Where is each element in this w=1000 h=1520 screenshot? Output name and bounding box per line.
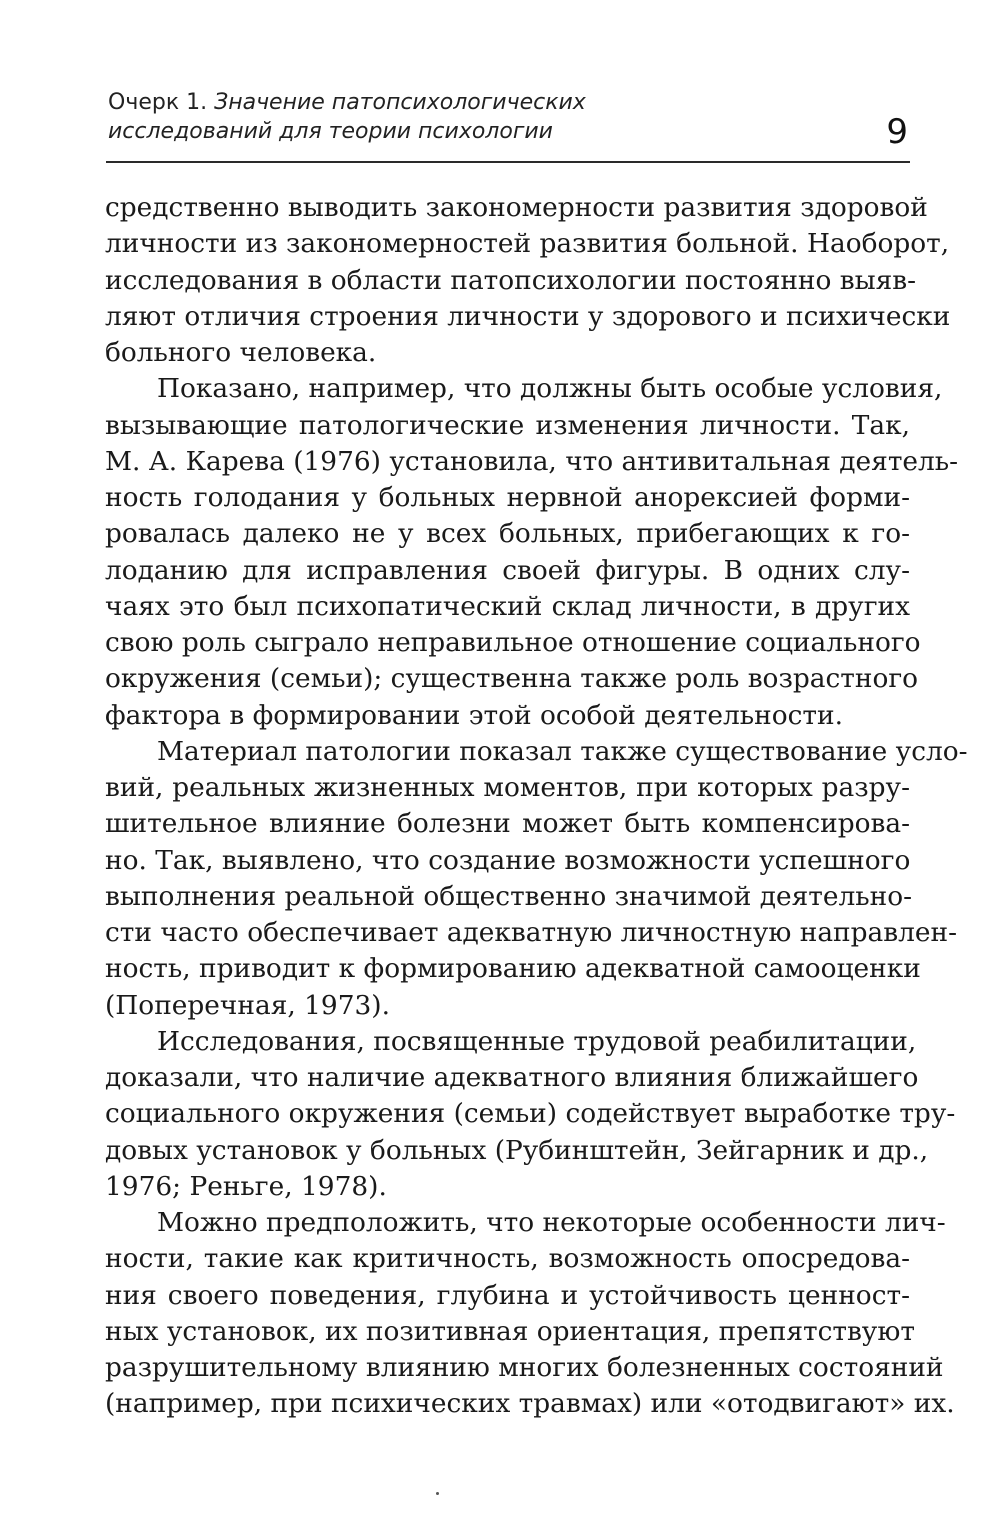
text-line: М. А. Карева (1976) установила, что антивитальная деятель-	[105, 445, 959, 477]
essay-title-line-2: исследований для теории психологии	[108, 119, 553, 144]
text-line: Можно предположить, что некоторые особенности лич-	[157, 1207, 946, 1238]
text-line: ния своего поведения, глубина и устойчивость ценност-	[105, 1279, 910, 1311]
text-line: фактора в формировании этой особой деятельности.	[105, 699, 843, 731]
text-line: довых установок у больных (Рубинштейн, Зейгарник и др.,	[105, 1134, 929, 1166]
essay-title-line-1: Значение патопсихологических	[214, 90, 586, 115]
text-line: шительное влияние болезни может быть компенсирова-	[105, 808, 910, 840]
text-line: выполнения реальной общественно значимой деятельно-	[105, 880, 913, 912]
essay-label: Очерк 1.	[108, 90, 208, 115]
text-line: разрушительному влиянию многих болезненных состояний	[105, 1352, 944, 1383]
text-line: вий, реальных жизненных моментов, при которых разру-	[105, 772, 910, 803]
text-line: но. Так, выявлено, что создание возможности успешного	[105, 844, 911, 876]
text-line: личности из закономерностей развития больной. Наоборот,	[105, 228, 950, 260]
header-rule	[106, 161, 910, 163]
text-line: ность, приводит к формированию адекватной самооценки	[105, 953, 921, 985]
text-line: Показано, например, что должны быть особые условия,	[157, 373, 943, 405]
body-text	[105, 190, 968, 1423]
text-line: (например, при психических травмах) или «отодвигают» их.	[105, 1388, 955, 1420]
text-line: Материал патологии показал также существование усло-	[157, 735, 968, 767]
text-line: ровалась далеко не у всех больных, прибегающих к го-	[105, 518, 910, 550]
text-line: социального окружения (семьи) содействует выработке тру-	[105, 1098, 956, 1130]
text-line: (Поперечная, 1973).	[105, 989, 390, 1021]
text-line: сти часто обеспечивает адекватную личностную направлен-	[105, 917, 958, 948]
paragraph	[105, 1024, 956, 1205]
running-header-line-1	[108, 88, 908, 117]
text-line: свою роль сыграло неправильное отношение социального	[105, 627, 921, 658]
text-line: ляют отличия строения личности у здорового и психически	[105, 300, 951, 332]
paper-speck	[436, 1492, 439, 1495]
text-line: чаях это был психопатический склад личности, в других	[105, 590, 910, 622]
text-line: доказали, что наличие адекватного влияния ближайшего	[105, 1062, 919, 1093]
paragraph	[105, 734, 968, 1024]
text-line: больного человека.	[105, 337, 377, 368]
text-line: ность голодания у больных нервной анорексией форми-	[105, 482, 910, 513]
text-line: вызывающие патологические изменения личности. Так,	[105, 409, 910, 441]
paragraph	[105, 371, 959, 734]
text-line: средственно выводить закономерности развития здоровой	[105, 192, 928, 223]
paragraph	[105, 1205, 955, 1423]
paragraph	[105, 190, 951, 371]
text-line: исследования в области патопсихологии постоянно выяв-	[105, 264, 917, 296]
text-line: Исследования, посвященные трудовой реабилитации,	[157, 1025, 917, 1057]
page-number: 9	[886, 112, 908, 152]
text-line: 1976; Реньге, 1978).	[105, 1170, 387, 1202]
text-line: ности, такие как критичность, возможность опосредова-	[105, 1243, 910, 1275]
text-line: ных установок, их позитивная ориентация, препятствуют	[105, 1315, 915, 1347]
running-header	[108, 88, 908, 154]
text-line: окружения (семьи); существенна также роль возрастного	[105, 663, 919, 695]
text-line: лоданию для исправления своей фигуры. В одних слу-	[105, 554, 910, 586]
